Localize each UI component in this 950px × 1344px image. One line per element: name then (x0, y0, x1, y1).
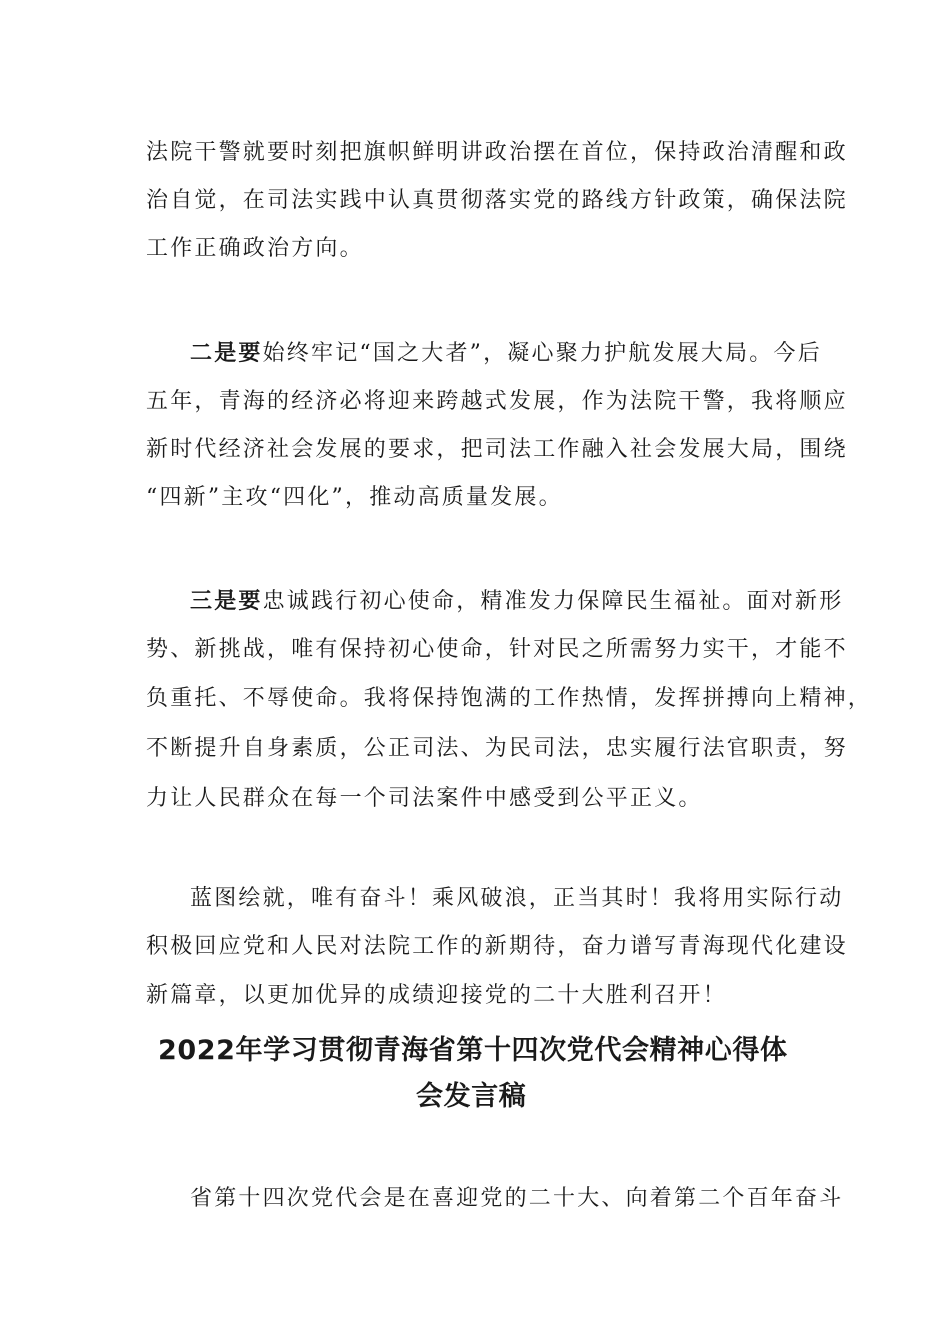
paragraph-first-line (190, 341, 822, 367)
paragraph-line: 蓝图绘就，唯有奋斗！乘风破浪，正当其时！我将用实际行动 (190, 886, 844, 911)
paragraph-line: 工作正确政治方向。 (146, 236, 364, 261)
paragraph-line: 不断提升自身素质，公正司法、为民司法，忠实履行法官职责，努 (146, 736, 848, 761)
title-line: 会发言稿 (416, 1081, 527, 1112)
paragraph-lead: 三是要 (190, 589, 263, 614)
paragraph-line: 法院干警就要时刻把旗帜鲜明讲政治摆在首位，保持政治清醒和政 (146, 140, 848, 165)
paragraph-line: 力让人民群众在每一个司法案件中感受到公平正义。 (146, 786, 703, 811)
title-line: 2022年学习贯彻青海省第十四次党代会精神心得体 (158, 1035, 788, 1066)
paragraph-line: 积极回应党和人民对法院工作的新期待，奋力谱写青海现代化建设 (146, 934, 848, 959)
paragraph-line: 势、新挑战，唯有保持初心使命，针对民之所需努力实干，才能不 (146, 637, 848, 662)
paragraph-line: 省第十四次党代会是在喜迎党的二十大、向着第二个百年奋斗 (190, 1186, 844, 1211)
paragraph-first-text: 忠诚践行初心使命，精准发力保障民生福祉。面对新形 (262, 589, 844, 614)
paragraph-first-text: 始终牢记“国之大者”，凝心聚力护航发展大局。今后 (262, 341, 822, 366)
paragraph-line: 五年，青海的经济必将迎来跨越式发展，作为法院干警，我将顺应 (146, 389, 848, 414)
paragraph-first-line (190, 589, 843, 615)
paragraph-lead: 二是要 (190, 341, 263, 366)
paragraph-line: 新时代经济社会发展的要求，把司法工作融入社会发展大局，围绕 (146, 437, 848, 462)
paragraph-line: “四新”主攻“四化”，推动高质量发展。 (146, 485, 563, 510)
paragraph-line: 新篇章，以更加优异的成绩迎接党的二十大胜利召开！ (146, 983, 727, 1008)
paragraph-line: 治自觉，在司法实践中认真贯彻落实党的路线方针政策，确保法院 (146, 188, 848, 213)
paragraph-line: 负重托、不辱使命。我将保持饱满的工作热情，发挥拼搏向上精神， (146, 686, 873, 711)
